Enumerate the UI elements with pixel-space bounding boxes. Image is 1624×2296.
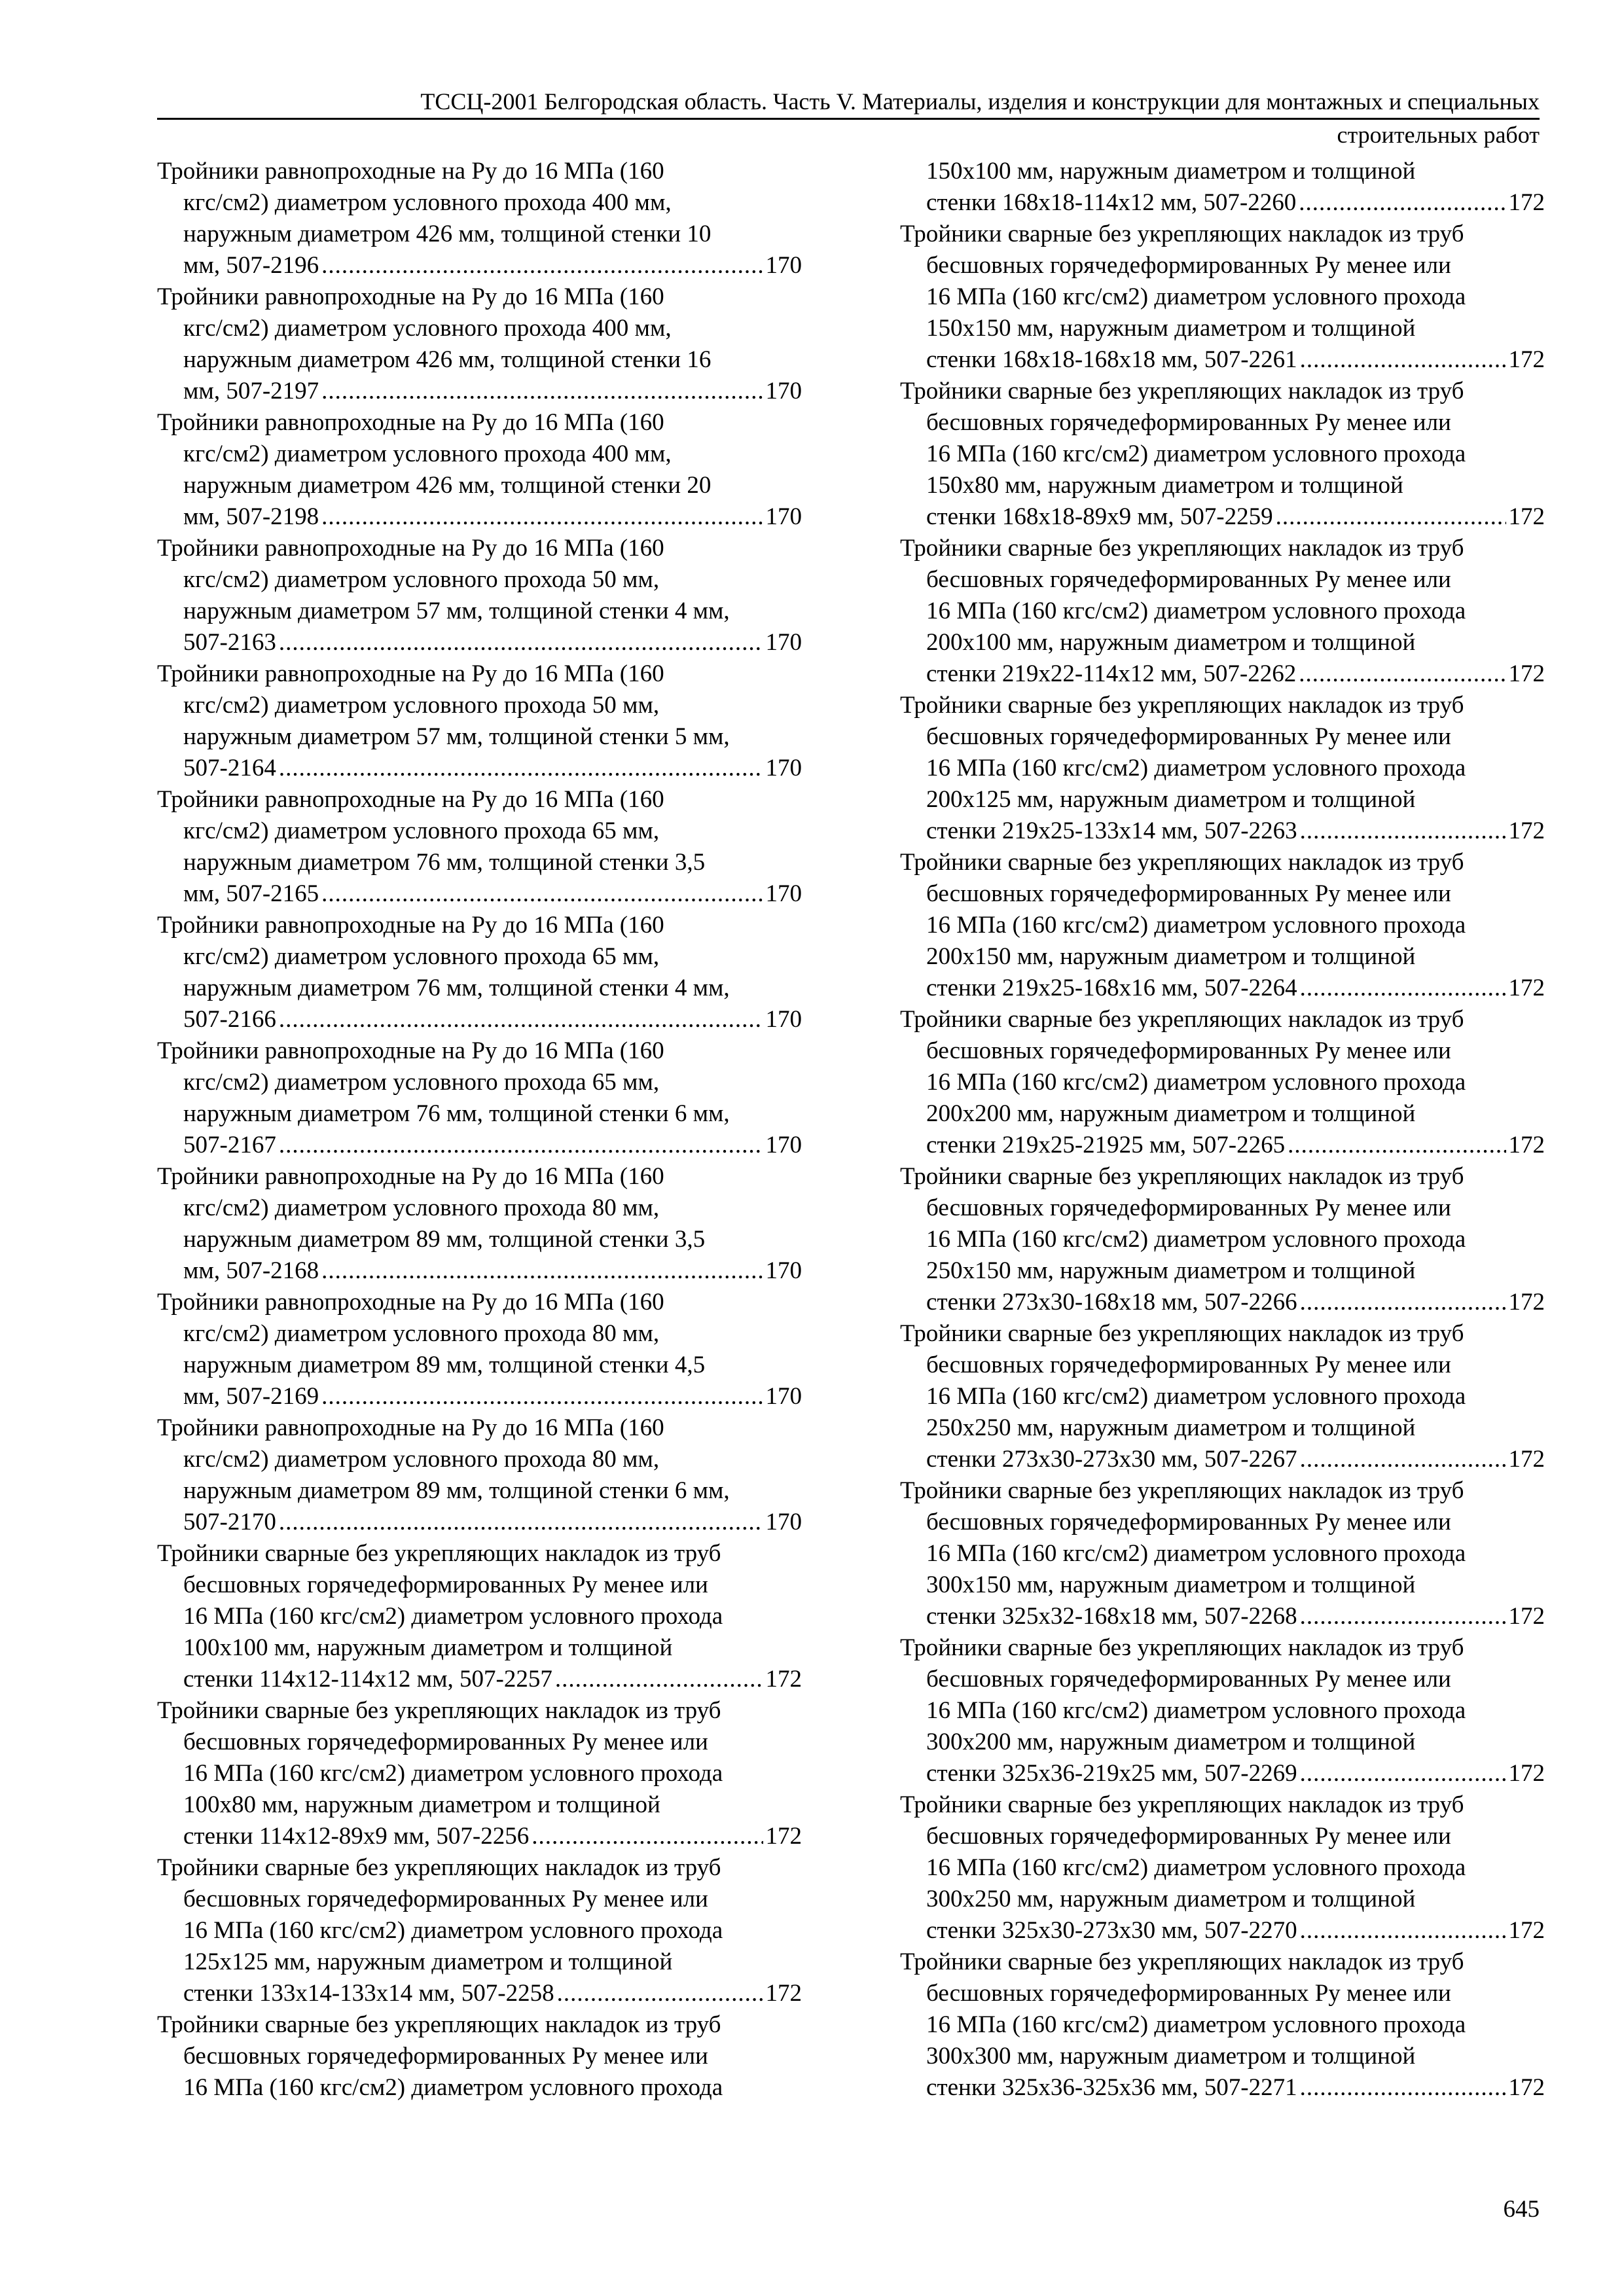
- entry-page-number: 170: [765, 252, 802, 279]
- dot-leader: [1288, 1130, 1506, 1161]
- entry-text-line: стенки 219х22-114х12 мм, 507-2262: [926, 660, 1297, 687]
- dot-leader: [557, 1978, 763, 2009]
- dot-leader: [1300, 344, 1506, 376]
- entry-text-line: наружным диаметром 426 мм, толщиной стенки 16: [183, 346, 712, 373]
- dot-leader: [532, 1821, 763, 1852]
- index-entry: [900, 1161, 1545, 1318]
- entry-page-number: 172: [1508, 660, 1545, 687]
- index-entry: [157, 1161, 802, 1287]
- entry-text-line: Тройники равнопроходные на Ру до 16 МПа (160: [157, 1289, 664, 1316]
- entry-last-line: [900, 344, 1545, 376]
- entry-text-line: наружным диаметром 76 мм, толщиной стенки 4 мм,: [183, 975, 730, 1001]
- entry-text-line: 250х150 мм, наружным диаметром и толщиной: [926, 1257, 1416, 1284]
- entry-last-line: [157, 1004, 802, 1035]
- index-entry: [900, 847, 1545, 1004]
- dot-leader: [321, 878, 763, 910]
- entry-text-line: стенки 325х32-168х18 мм, 507-2268: [926, 1603, 1297, 1630]
- entry-last-line: [157, 376, 802, 407]
- index-column-right: [900, 156, 1545, 2104]
- entry-text-line: бесшовных горячедеформированных Ру менее или: [926, 1823, 1451, 1850]
- entry-text-line: наружным диаметром 426 мм, толщиной стенки 20: [183, 472, 712, 499]
- entry-text-line: 16 МПа (160 кгс/см2) диаметром условного прохода: [926, 755, 1466, 781]
- entry-page-number: 172: [1508, 503, 1545, 530]
- entry-text-line: кгс/см2) диаметром условного прохода 65 мм,: [183, 943, 660, 970]
- dot-leader: [1300, 1758, 1506, 1789]
- entry-text-line: Тройники сварные без укрепляющих накладок из труб: [157, 1697, 721, 1724]
- dot-leader: [321, 501, 763, 533]
- entry-page-number: 172: [1508, 1760, 1545, 1787]
- entry-text-line: 300х250 мм, наружным диаметром и толщиной: [926, 1886, 1416, 1912]
- entry-text-line: бесшовных горячедеформированных Ру менее или: [926, 1509, 1451, 1535]
- entry-text-line: стенки 133х14-133х14 мм, 507-2258: [183, 1980, 554, 2007]
- entry-text-line: стенки 168х18-168х18 мм, 507-2261: [926, 346, 1297, 373]
- entry-text-line: кгс/см2) диаметром условного прохода 80 мм,: [183, 1446, 660, 1473]
- entry-text-line: бесшовных горячедеформированных Ру менее или: [926, 1194, 1451, 1221]
- entry-text-line: 16 МПа (160 кгс/см2) диаметром условного прохода: [926, 1854, 1466, 1881]
- entry-text-line: кгс/см2) диаметром условного прохода 400 мм,: [183, 189, 672, 216]
- entry-text-line: кгс/см2) диаметром условного прохода 80 мм,: [183, 1194, 660, 1221]
- dot-leader: [1300, 1915, 1506, 1946]
- dot-leader: [321, 250, 763, 281]
- entry-text-line: стенки 114х12-114х12 мм, 507-2257: [183, 1666, 552, 1693]
- entry-text-line: бесшовных горячедеформированных Ру менее или: [926, 880, 1451, 907]
- entry-last-line: [900, 1287, 1545, 1318]
- entry-text-line: 300х150 мм, наружным диаметром и толщиной: [926, 1571, 1416, 1598]
- entry-last-line: [157, 627, 802, 658]
- page-number: 645: [1503, 2196, 1540, 2223]
- entry-text-line: 150х150 мм, наружным диаметром и толщиной: [926, 315, 1416, 342]
- entry-text-line: бесшовных горячедеформированных Ру менее или: [926, 723, 1451, 750]
- entry-text-line: бесшовных горячедеформированных Ру менее или: [926, 566, 1451, 593]
- dot-leader: [1300, 973, 1506, 1004]
- entry-last-line: [900, 1758, 1545, 1789]
- entry-text-line: 16 МПа (160 кгс/см2) диаметром условного прохода: [183, 1917, 723, 1944]
- index-entry: [157, 1035, 802, 1161]
- entry-text-line: стенки 325х36-325х36 мм, 507-2271: [926, 2074, 1297, 2101]
- entry-text-line: стенки 168х18-89х9 мм, 507-2259: [926, 503, 1273, 530]
- entry-text-line: бесшовных горячедеформированных Ру менее или: [926, 1352, 1451, 1378]
- index-entry: [900, 219, 1545, 376]
- entry-last-line: [157, 1381, 802, 1412]
- entry-text-line: Тройники сварные без укрепляющих накладок из труб: [900, 535, 1464, 562]
- entry-text-line: Тройники сварные без укрепляющих накладок из труб: [900, 849, 1464, 876]
- dot-leader: [279, 1004, 763, 1035]
- entry-last-line: [157, 501, 802, 533]
- entry-text-line: 200х200 мм, наружным диаметром и толщиной: [926, 1100, 1416, 1127]
- entry-text-line: бесшовных горячедеформированных Ру менее или: [183, 1886, 708, 1912]
- entry-text-line: 300х200 мм, наружным диаметром и толщиной: [926, 1729, 1416, 1755]
- entry-page-number: 172: [765, 1666, 802, 1693]
- dot-leader: [279, 753, 763, 784]
- dot-leader: [555, 1664, 763, 1695]
- dot-leader: [1300, 1601, 1506, 1632]
- entry-last-line: [157, 753, 802, 784]
- entry-text-line: Тройники равнопроходные на Ру до 16 МПа (160: [157, 535, 664, 562]
- entry-text-line: Тройники сварные без укрепляющих накладок из труб: [900, 378, 1464, 404]
- entry-text-line: бесшовных горячедеформированных Ру менее или: [926, 1666, 1451, 1693]
- entry-text-line: Тройники равнопроходные на Ру до 16 МПа (160: [157, 283, 664, 310]
- entry-page-number: 172: [1508, 1289, 1545, 1316]
- entry-text-line: 16 МПа (160 кгс/см2) диаметром условного прохода: [926, 283, 1466, 310]
- entry-last-line: [157, 1255, 802, 1287]
- entry-text-line: кгс/см2) диаметром условного прохода 65 мм,: [183, 1069, 660, 1096]
- entry-text-line: 250х250 мм, наружным диаметром и толщиной: [926, 1414, 1416, 1441]
- entry-page-number: 172: [1508, 189, 1545, 216]
- entry-text-line: 16 МПа (160 кгс/см2) диаметром условного прохода: [926, 598, 1466, 624]
- entry-text-line: 100х80 мм, наружным диаметром и толщиной: [183, 1791, 660, 1818]
- entry-text-line: мм, 507-2168: [183, 1257, 319, 1284]
- entry-text-line: наружным диаметром 57 мм, толщиной стенки 5 мм,: [183, 723, 730, 750]
- entry-page-number: 170: [765, 880, 802, 907]
- entry-text-line: кгс/см2) диаметром условного прохода 400 мм,: [183, 315, 672, 342]
- index-column-left: [157, 156, 802, 2104]
- entry-text-line: 200х150 мм, наружным диаметром и толщиной: [926, 943, 1416, 970]
- dot-leader: [1300, 2072, 1506, 2104]
- entry-text-line: бесшовных горячедеформированных Ру менее или: [183, 2043, 708, 2070]
- index-entry: [157, 1412, 802, 1538]
- entry-last-line: [900, 187, 1545, 219]
- entry-last-line: [900, 1601, 1545, 1632]
- index-entry: [157, 784, 802, 910]
- entry-text-line: 200х100 мм, наружным диаметром и толщиной: [926, 629, 1416, 656]
- entry-text-line: 150х80 мм, наружным диаметром и толщиной: [926, 472, 1403, 499]
- entry-last-line: [900, 1444, 1545, 1475]
- entry-text-line: кгс/см2) диаметром условного прохода 65 мм,: [183, 817, 660, 844]
- entry-last-line: [900, 816, 1545, 847]
- entry-text-line: наружным диаметром 426 мм, толщиной стенки 10: [183, 221, 712, 247]
- dot-leader: [321, 1381, 763, 1412]
- entry-text-line: 16 МПа (160 кгс/см2) диаметром условного прохода: [926, 1383, 1466, 1410]
- header-title-line-2: строительных работ: [1337, 122, 1540, 148]
- entry-text-line: кгс/см2) диаметром условного прохода 50 мм,: [183, 566, 660, 593]
- entry-text-line: мм, 507-2197: [183, 378, 319, 404]
- entry-text-line: наружным диаметром 89 мм, толщиной стенки 3,5: [183, 1226, 706, 1253]
- entry-page-number: 170: [765, 1383, 802, 1410]
- entry-text-line: мм, 507-2165: [183, 880, 319, 907]
- entry-page-number: 170: [765, 503, 802, 530]
- index-entry: [900, 376, 1545, 533]
- entry-text-line: стенки 114х12-89х9 мм, 507-2256: [183, 1823, 530, 1850]
- entry-text-line: стенки 168х18-114х12 мм, 507-2260: [926, 189, 1297, 216]
- entry-text-line: 300х300 мм, наружным диаметром и толщиной: [926, 2043, 1416, 2070]
- entry-text-line: наружным диаметром 76 мм, толщиной стенки 3,5: [183, 849, 706, 876]
- dot-leader: [321, 376, 763, 407]
- entry-last-line: [157, 1978, 802, 2009]
- entry-text-line: наружным диаметром 76 мм, толщиной стенки 6 мм,: [183, 1100, 730, 1127]
- entry-page-number: 172: [1508, 975, 1545, 1001]
- entry-text-line: мм, 507-2169: [183, 1383, 319, 1410]
- entry-page-number: 172: [1508, 1603, 1545, 1630]
- entry-text-line: Тройники равнопроходные на Ру до 16 МПа (160: [157, 158, 664, 185]
- entry-text-line: 16 МПа (160 кгс/см2) диаметром условного прохода: [926, 1226, 1466, 1253]
- entry-page-number: 170: [765, 1006, 802, 1033]
- entry-text-line: 16 МПа (160 кгс/см2) диаметром условного прохода: [183, 1760, 723, 1787]
- entry-last-line: [157, 1664, 802, 1695]
- entry-last-line: [157, 1507, 802, 1538]
- header-title-line-1: ТССЦ-2001 Белгородская область. Часть V. Материалы, изделия и конструкции для монтажных и специальных: [420, 88, 1540, 115]
- entry-text-line: 507-2164: [183, 755, 276, 781]
- index-entry: [157, 1287, 802, 1412]
- index-entry: [900, 533, 1545, 690]
- entry-text-line: Тройники сварные без укрепляющих накладок из труб: [157, 2011, 721, 2038]
- entry-page-number: 170: [765, 1509, 802, 1535]
- index-entry: [900, 690, 1545, 847]
- entry-text-line: бесшовных горячедеформированных Ру менее или: [926, 1037, 1451, 1064]
- entry-last-line: [157, 1821, 802, 1852]
- index-entry: [157, 1538, 802, 1695]
- entry-text-line: наружным диаметром 57 мм, толщиной стенки 4 мм,: [183, 598, 730, 624]
- dot-leader: [279, 627, 763, 658]
- index-entry: [157, 281, 802, 407]
- entry-text-line: 16 МПа (160 кгс/см2) диаметром условного прохода: [926, 1540, 1466, 1567]
- entry-text-line: стенки 325х30-273х30 мм, 507-2270: [926, 1917, 1297, 1944]
- entry-text-line: Тройники равнопроходные на Ру до 16 МПа (160: [157, 1037, 664, 1064]
- dot-leader: [1300, 1287, 1506, 1318]
- entry-text-line: Тройники сварные без укрепляющих накладок из труб: [900, 1320, 1464, 1347]
- entry-text-line: 507-2163: [183, 629, 276, 656]
- entry-text-line: Тройники сварные без укрепляющих накладок из труб: [900, 1948, 1464, 1975]
- entry-page-number: 170: [765, 629, 802, 656]
- entry-text-line: стенки 219х25-133х14 мм, 507-2263: [926, 817, 1297, 844]
- entry-text-line: Тройники равнопроходные на Ру до 16 МПа (160: [157, 1414, 664, 1441]
- entry-text-line: Тройники сварные без укрепляющих накладок из труб: [900, 1163, 1464, 1190]
- entry-page-number: 172: [1508, 1917, 1545, 1944]
- entry-last-line: [900, 1130, 1545, 1161]
- index-entry: [900, 1632, 1545, 1789]
- entry-text-line: кгс/см2) диаметром условного прохода 400 мм,: [183, 440, 672, 467]
- dot-leader: [1276, 501, 1506, 533]
- entry-text-line: Тройники сварные без укрепляющих накладок из труб: [157, 1854, 721, 1881]
- entry-page-number: 172: [1508, 1446, 1545, 1473]
- entry-text-line: стенки 219х25-168х16 мм, 507-2264: [926, 975, 1297, 1001]
- entry-last-line: [900, 2072, 1545, 2104]
- dot-leader: [1299, 658, 1506, 690]
- entry-text-line: 100х100 мм, наружным диаметром и толщиной: [183, 1634, 673, 1661]
- index-entry: [157, 2009, 802, 2104]
- index-entry: [900, 1946, 1545, 2104]
- entry-text-line: Тройники равнопроходные на Ру до 16 МПа (160: [157, 660, 664, 687]
- index-entry: [157, 658, 802, 784]
- index-entry: [900, 1318, 1545, 1475]
- dot-leader: [321, 1255, 763, 1287]
- entry-last-line: [900, 1915, 1545, 1946]
- entry-page-number: 172: [765, 1980, 802, 2007]
- index-entry: [900, 1475, 1545, 1632]
- entry-text-line: Тройники равнопроходные на Ру до 16 МПа (160: [157, 409, 664, 436]
- entry-text-line: Тройники сварные без укрепляющих накладок из труб: [900, 692, 1464, 719]
- entry-text-line: стенки 273х30-168х18 мм, 507-2266: [926, 1289, 1297, 1316]
- dot-leader: [279, 1130, 763, 1161]
- entry-text-line: Тройники равнопроходные на Ру до 16 МПа (160: [157, 1163, 664, 1190]
- entry-text-line: 150х100 мм, наружным диаметром и толщиной: [926, 158, 1416, 185]
- entry-text-line: 16 МПа (160 кгс/см2) диаметром условного прохода: [926, 912, 1466, 939]
- index-entry: [900, 156, 1545, 219]
- entry-last-line: [900, 501, 1545, 533]
- index-entry: [900, 1004, 1545, 1161]
- entry-text-line: Тройники равнопроходные на Ру до 16 МПа (160: [157, 786, 664, 813]
- entry-text-line: стенки 273х30-273х30 мм, 507-2267: [926, 1446, 1297, 1473]
- entry-last-line: [900, 658, 1545, 690]
- entry-page-number: 172: [1508, 1132, 1545, 1158]
- running-header: [157, 86, 1540, 150]
- entry-text-line: Тройники сварные без укрепляющих накладок из труб: [900, 1006, 1464, 1033]
- entry-text-line: 16 МПа (160 кгс/см2) диаметром условного прохода: [183, 2074, 723, 2101]
- entry-text-line: бесшовных горячедеформированных Ру менее или: [183, 1729, 708, 1755]
- entry-page-number: 170: [765, 755, 802, 781]
- index-entry: [157, 1852, 802, 2009]
- entry-text-line: 16 МПа (160 кгс/см2) диаметром условного прохода: [926, 2011, 1466, 2038]
- entry-text-line: стенки 325х36-219х25 мм, 507-2269: [926, 1760, 1297, 1787]
- entry-page-number: 172: [1508, 817, 1545, 844]
- entry-text-line: бесшовных горячедеформированных Ру менее или: [926, 409, 1451, 436]
- entry-text-line: мм, 507-2196: [183, 252, 319, 279]
- entry-page-number: 172: [765, 1823, 802, 1850]
- index-entry: [157, 533, 802, 658]
- entry-page-number: 172: [1508, 2074, 1545, 2101]
- entry-page-number: 172: [1508, 346, 1545, 373]
- dot-leader: [1299, 187, 1506, 219]
- entry-text-line: бесшовных горячедеформированных Ру менее или: [926, 1980, 1451, 2007]
- entry-text-line: Тройники равнопроходные на Ру до 16 МПа (160: [157, 912, 664, 939]
- entry-page-number: 170: [765, 1257, 802, 1284]
- index-entry: [157, 1695, 802, 1852]
- dot-leader: [279, 1507, 763, 1538]
- index-entry: [157, 910, 802, 1035]
- index-entry: [900, 1789, 1545, 1946]
- entry-text-line: бесшовных горячедеформированных Ру менее или: [183, 1571, 708, 1598]
- entry-text-line: 200х125 мм, наружным диаметром и толщиной: [926, 786, 1416, 813]
- entry-last-line: [157, 1130, 802, 1161]
- entry-text-line: кгс/см2) диаметром условного прохода 80 мм,: [183, 1320, 660, 1347]
- entry-page-number: 170: [765, 378, 802, 404]
- entry-last-line: [900, 973, 1545, 1004]
- entry-text-line: 16 МПа (160 кгс/см2) диаметром условного прохода: [926, 1069, 1466, 1096]
- entry-text-line: кгс/см2) диаметром условного прохода 50 мм,: [183, 692, 660, 719]
- entry-text-line: Тройники сварные без укрепляющих накладок из труб: [900, 1477, 1464, 1504]
- dot-leader: [1300, 1444, 1506, 1475]
- entry-text-line: наружным диаметром 89 мм, толщиной стенки 4,5: [183, 1352, 706, 1378]
- entry-last-line: [157, 878, 802, 910]
- entry-text-line: 16 МПа (160 кгс/см2) диаметром условного прохода: [183, 1603, 723, 1630]
- entry-text-line: 507-2167: [183, 1132, 276, 1158]
- entry-text-line: бесшовных горячедеформированных Ру менее или: [926, 252, 1451, 279]
- entry-text-line: Тройники сварные без укрепляющих накладок из труб: [900, 221, 1464, 247]
- entry-text-line: 507-2170: [183, 1509, 276, 1535]
- entry-text-line: мм, 507-2198: [183, 503, 319, 530]
- entry-text-line: стенки 219х25-21925 мм, 507-2265: [926, 1132, 1286, 1158]
- entry-text-line: 16 МПа (160 кгс/см2) диаметром условного прохода: [926, 1697, 1466, 1724]
- entry-page-number: 170: [765, 1132, 802, 1158]
- entry-last-line: [157, 250, 802, 281]
- dot-leader: [1300, 816, 1506, 847]
- entry-text-line: 507-2166: [183, 1006, 276, 1033]
- entry-text-line: Тройники сварные без укрепляющих накладок из труб: [157, 1540, 721, 1567]
- entry-text-line: 16 МПа (160 кгс/см2) диаметром условного прохода: [926, 440, 1466, 467]
- entry-text-line: наружным диаметром 89 мм, толщиной стенки 6 мм,: [183, 1477, 730, 1504]
- entry-text-line: Тройники сварные без укрепляющих накладок из труб: [900, 1791, 1464, 1818]
- index-entry: [157, 407, 802, 533]
- index-entry: [157, 156, 802, 281]
- entry-text-line: Тройники сварные без укрепляющих накладок из труб: [900, 1634, 1464, 1661]
- entry-text-line: 125х125 мм, наружным диаметром и толщиной: [183, 1948, 673, 1975]
